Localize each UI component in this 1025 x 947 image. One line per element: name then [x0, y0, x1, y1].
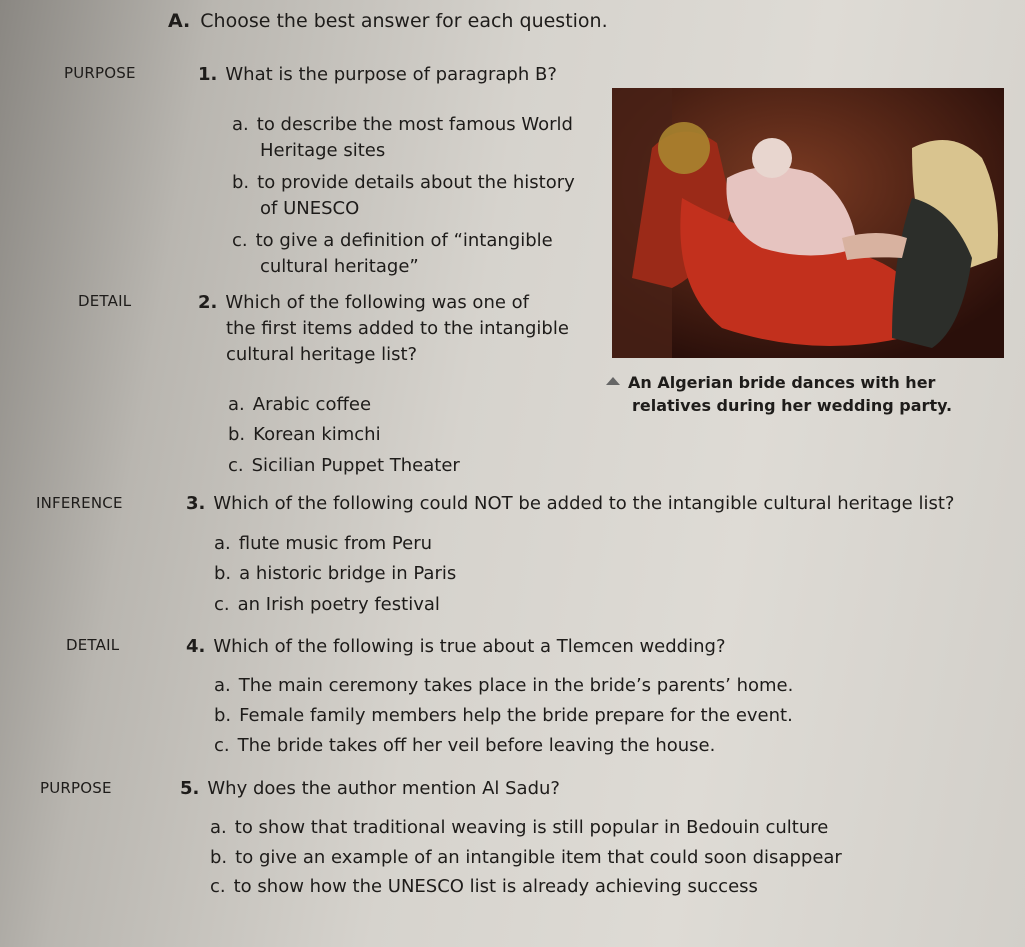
question-text-cont: cultural heritage list? — [226, 344, 418, 365]
option-letter: c. — [210, 876, 226, 897]
option-text: The main ceremony takes place in the bride’s parents’ home. — [238, 675, 794, 696]
option-letter: b. — [214, 563, 232, 584]
option-letter: b. — [232, 172, 250, 193]
skill-label: PURPOSE — [40, 779, 112, 797]
option-text: Female family members help the bride prepare for the event. — [239, 705, 793, 726]
option-3b[interactable] — [214, 561, 456, 587]
option-letter: c. — [228, 455, 244, 476]
option-3c[interactable] — [214, 592, 440, 618]
option-letter: c. — [214, 594, 230, 615]
option-letter: a. — [214, 533, 231, 554]
option-text: a historic bridge in Paris — [239, 563, 457, 584]
option-2a[interactable] — [228, 392, 371, 418]
option-1a[interactable] — [232, 112, 573, 164]
option-letter: b. — [228, 424, 246, 445]
option-2b[interactable] — [228, 422, 381, 448]
question-text: Which of the following was one of — [225, 292, 530, 313]
option-2c[interactable] — [228, 453, 460, 479]
wedding-photo-illustration — [612, 88, 1004, 358]
option-1b[interactable] — [232, 170, 575, 222]
section-heading — [168, 10, 608, 32]
option-letter: a. — [210, 817, 227, 838]
caption-line-1: An Algerian bride dances with her — [628, 373, 936, 392]
option-letter: c. — [214, 735, 230, 756]
question-4 — [186, 634, 726, 660]
option-text: Sicilian Puppet Theater — [251, 455, 460, 476]
option-text-cont: cultural heritage” — [260, 256, 419, 277]
caption-line-2: relatives during her wedding party. — [632, 396, 953, 415]
question-text: Which of the following is true about a Tlemcen wedding? — [213, 636, 726, 657]
option-3a[interactable] — [214, 531, 432, 557]
question-number: 5. — [180, 778, 200, 799]
option-letter: a. — [214, 675, 231, 696]
wedding-photo — [612, 88, 1004, 358]
option-text: to show how the UNESCO list is already achieving success — [233, 876, 758, 897]
question-5 — [180, 776, 560, 802]
option-5a[interactable] — [210, 815, 828, 841]
skill-label: DETAIL — [78, 292, 132, 310]
option-4c[interactable] — [214, 733, 715, 759]
section-instruction: Choose the best answer for each question. — [200, 10, 608, 32]
option-letter: b. — [214, 705, 232, 726]
question-number: 1. — [198, 64, 218, 85]
photo-caption — [606, 370, 935, 396]
option-text: The bride takes off her veil before leaving the house. — [237, 735, 716, 756]
option-text: to describe the most famous World — [256, 114, 573, 135]
option-text: to give an example of an intangible item that could soon disappear — [235, 847, 842, 868]
skill-label: INFERENCE — [36, 494, 123, 512]
option-text: to give a definition of “intangible — [255, 230, 553, 251]
option-text-cont: of UNESCO — [260, 198, 360, 219]
question-text-cont: the first items added to the intangible — [226, 318, 569, 339]
option-text: an Irish poetry festival — [237, 594, 440, 615]
caption-pointer-icon — [606, 377, 620, 385]
option-text: Arabic coffee — [252, 394, 372, 415]
option-1c[interactable] — [232, 228, 553, 280]
skill-label: PURPOSE — [64, 64, 136, 82]
question-3 — [186, 491, 954, 517]
section-letter: A. — [168, 10, 191, 32]
question-2 — [198, 290, 569, 368]
option-5c[interactable] — [210, 874, 758, 900]
question-text: What is the purpose of paragraph B? — [225, 64, 557, 85]
option-letter: b. — [210, 847, 228, 868]
option-text: Korean kimchi — [253, 424, 381, 445]
option-letter: c. — [232, 230, 248, 251]
option-letter: a. — [228, 394, 245, 415]
option-letter: a. — [232, 114, 249, 135]
question-number: 4. — [186, 636, 206, 657]
option-5b[interactable] — [210, 845, 842, 871]
question-number: 2. — [198, 292, 218, 313]
option-text: flute music from Peru — [238, 533, 433, 554]
question-text: Why does the author mention Al Sadu? — [207, 778, 560, 799]
option-text: to show that traditional weaving is still popular in Bedouin culture — [234, 817, 829, 838]
option-4a[interactable] — [214, 673, 793, 699]
question-1 — [198, 62, 557, 88]
option-text-cont: Heritage sites — [260, 140, 386, 161]
skill-label: DETAIL — [66, 636, 120, 654]
option-text: to provide details about the history — [257, 172, 575, 193]
question-text: Which of the following could NOT be added to the intangible cultural heritage list? — [213, 493, 955, 514]
option-4b[interactable] — [214, 703, 793, 729]
question-number: 3. — [186, 493, 206, 514]
